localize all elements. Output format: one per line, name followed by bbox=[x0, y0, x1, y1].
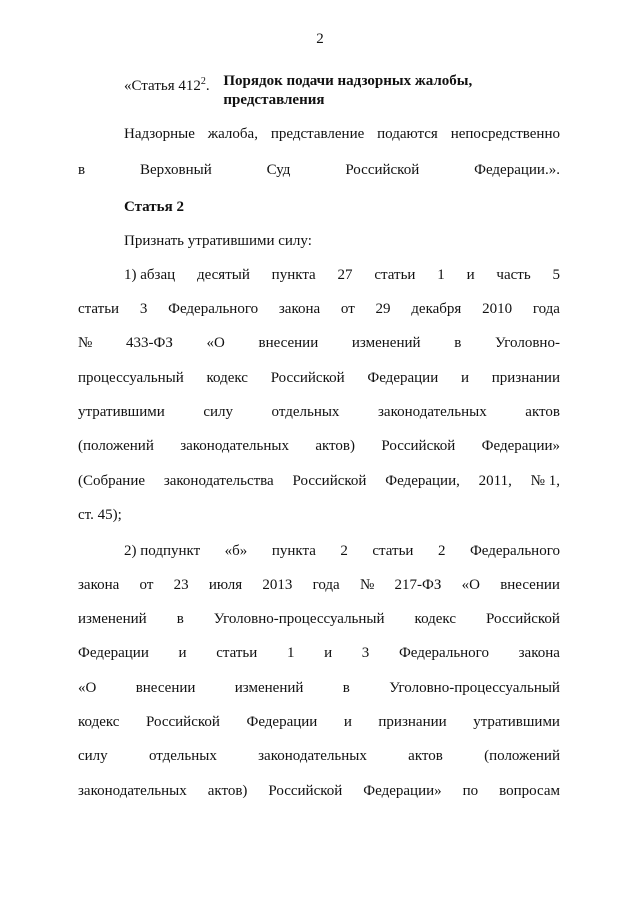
line-word: «О bbox=[78, 680, 97, 696]
line-word: силу bbox=[203, 404, 233, 420]
line-word: Российской bbox=[381, 438, 456, 454]
line-word: непосредственно bbox=[450, 126, 560, 142]
body-line bbox=[78, 643, 560, 663]
line-word: актов bbox=[408, 748, 443, 764]
line-word: от bbox=[139, 577, 154, 593]
line-word: (положений bbox=[78, 438, 154, 454]
line-word: закона bbox=[518, 645, 560, 661]
line-word: закона bbox=[278, 301, 321, 317]
line-word: Федерации, bbox=[385, 473, 460, 489]
body-line bbox=[78, 712, 560, 732]
line-word: года bbox=[532, 301, 560, 317]
line-word: изменений bbox=[234, 680, 304, 696]
line-word: 217-ФЗ bbox=[394, 577, 442, 593]
line-word: Федерального bbox=[168, 301, 259, 317]
line-word: в bbox=[342, 680, 350, 696]
line-word: в bbox=[78, 162, 86, 178]
article-number-text: «Статья 412 bbox=[124, 78, 201, 94]
body-line bbox=[78, 781, 560, 801]
line-word: № 1, bbox=[530, 473, 560, 489]
body-line bbox=[78, 609, 560, 629]
line-word: закона bbox=[78, 577, 120, 593]
line-word: силу bbox=[78, 748, 108, 764]
line-word: десятый bbox=[196, 267, 250, 283]
line-word: 2010 bbox=[482, 301, 513, 317]
line-word: вопросам bbox=[499, 783, 560, 799]
line-word: Суд bbox=[266, 162, 291, 178]
line-word: 23 bbox=[173, 577, 189, 593]
line-word: законодательных bbox=[180, 438, 289, 454]
line-word: представление bbox=[270, 126, 365, 142]
article-title-line-1: Порядок подачи надзорных жалобы, bbox=[223, 73, 473, 89]
line-word: ст. 45); bbox=[78, 507, 122, 523]
line-word: № bbox=[359, 577, 375, 593]
line-word: изменений bbox=[351, 335, 421, 351]
line-word: отдельных bbox=[148, 748, 217, 764]
line-word: «б» bbox=[224, 543, 248, 559]
line-word: и bbox=[343, 714, 352, 730]
line-word: «О bbox=[461, 577, 480, 593]
line-word: 2013 bbox=[262, 577, 293, 593]
line-word: Федерального bbox=[469, 543, 560, 559]
line-word: кодекс bbox=[414, 611, 457, 627]
body-line bbox=[78, 368, 560, 388]
line-word: 3 bbox=[361, 645, 370, 661]
body-line bbox=[124, 231, 560, 251]
article-heading bbox=[124, 72, 472, 110]
line-word: законодательных bbox=[78, 783, 187, 799]
line-word: Федерального bbox=[398, 645, 489, 661]
line-word: Федерации bbox=[246, 714, 318, 730]
article-number-sup: 2 bbox=[200, 76, 206, 87]
line-word: Федерации» bbox=[481, 438, 560, 454]
line-word: 1) абзац bbox=[124, 267, 176, 283]
line-word: 5 bbox=[552, 267, 560, 283]
article-title bbox=[223, 72, 472, 110]
line-word: признании bbox=[491, 370, 560, 386]
line-word: отдельных bbox=[271, 404, 340, 420]
line-word: актов) bbox=[315, 438, 355, 454]
line-word: Российской bbox=[292, 473, 367, 489]
line-word: Уголовно-процессуальный bbox=[213, 611, 385, 627]
line-word: утратившими bbox=[78, 404, 165, 420]
line-word: Федерации bbox=[78, 645, 149, 661]
line-word: в bbox=[176, 611, 184, 627]
body-line bbox=[78, 436, 560, 456]
line-word: 2011, bbox=[478, 473, 512, 489]
line-word: Российской bbox=[270, 370, 345, 386]
body-line bbox=[78, 402, 560, 422]
line-word: процессуальный bbox=[78, 370, 184, 386]
line-word: кодекс bbox=[206, 370, 248, 386]
line-word: пункта bbox=[271, 267, 316, 283]
line-word: кодекс bbox=[78, 714, 120, 730]
line-word: 1 bbox=[437, 267, 445, 283]
line-word: жалоба, bbox=[207, 126, 258, 142]
article-title-line-2: представления bbox=[223, 92, 325, 108]
line-word: законодательных bbox=[258, 748, 367, 764]
line-word: статьи bbox=[78, 301, 120, 317]
line-word: декабря bbox=[411, 301, 462, 317]
line-word: 433-ФЗ bbox=[125, 335, 173, 351]
line-word: 2 bbox=[340, 543, 348, 559]
line-word: изменений bbox=[78, 611, 147, 627]
section-heading-line bbox=[124, 197, 560, 217]
line-word: признании bbox=[378, 714, 447, 730]
line-word: Российской bbox=[268, 783, 343, 799]
line-word: законодательства bbox=[163, 473, 274, 489]
body-line bbox=[78, 160, 560, 180]
article-number-tail: . bbox=[205, 78, 210, 94]
line-word: подаются bbox=[377, 126, 438, 142]
line-word: Федерации.». bbox=[474, 162, 560, 178]
body-line bbox=[78, 505, 560, 525]
body-line bbox=[78, 299, 560, 319]
line-word: «О bbox=[206, 335, 225, 351]
line-word: 3 bbox=[139, 301, 148, 317]
line-word: и bbox=[324, 645, 333, 661]
body-line bbox=[78, 333, 560, 353]
line-word: Федерации bbox=[367, 370, 439, 386]
line-word: статьи bbox=[374, 267, 416, 283]
line-word: и bbox=[460, 370, 469, 386]
line-word: Федерации» bbox=[363, 783, 442, 799]
line-word: 1 bbox=[286, 645, 295, 661]
line-word: 27 bbox=[337, 267, 353, 283]
body-line bbox=[124, 265, 560, 285]
line-word: пункта bbox=[271, 543, 316, 559]
line-word: актов) bbox=[207, 783, 248, 799]
line-word: (Собрание bbox=[78, 473, 146, 489]
line-word: статьи bbox=[372, 543, 414, 559]
line-word: Верховный bbox=[139, 162, 212, 178]
line-word: 2) подпункт bbox=[124, 543, 201, 559]
line-word: Уголовно- bbox=[494, 335, 560, 351]
article-number bbox=[124, 72, 210, 96]
line-word: и bbox=[178, 645, 187, 661]
page-number: 2 bbox=[316, 31, 324, 47]
line-word: актов bbox=[525, 404, 560, 420]
line-word: Российской bbox=[486, 611, 560, 627]
line-word: законодательных bbox=[377, 404, 487, 420]
body-line bbox=[78, 471, 560, 491]
line-word: часть bbox=[496, 267, 531, 283]
line-word: Статья 2 bbox=[124, 199, 184, 215]
body-line bbox=[78, 746, 560, 766]
line-word: № bbox=[78, 335, 93, 351]
line-word: (положений bbox=[484, 748, 560, 764]
line-word: от bbox=[340, 301, 355, 317]
line-word: и bbox=[466, 267, 475, 283]
line-word: июля bbox=[208, 577, 243, 593]
line-word: Уголовно-процессуальный bbox=[389, 680, 560, 696]
line-word: Российской bbox=[345, 162, 420, 178]
line-word: года bbox=[312, 577, 340, 593]
line-word: 29 bbox=[375, 301, 391, 317]
line-word: статьи bbox=[216, 645, 258, 661]
body-line bbox=[124, 124, 560, 144]
line-word: Российской bbox=[146, 714, 220, 730]
body-line bbox=[78, 678, 560, 698]
line-word: 2 bbox=[437, 543, 446, 559]
line-word: внесении bbox=[258, 335, 319, 351]
line-word: утратившими bbox=[473, 714, 560, 730]
line-word: внесении bbox=[500, 577, 560, 593]
line-word: Признать утратившими силу: bbox=[124, 233, 312, 249]
body-line bbox=[124, 541, 560, 561]
line-word: внесении bbox=[135, 680, 196, 696]
body-line bbox=[78, 575, 560, 595]
line-word: по bbox=[462, 783, 479, 799]
line-word: Надзорные bbox=[124, 126, 195, 142]
line-word: в bbox=[454, 335, 462, 351]
